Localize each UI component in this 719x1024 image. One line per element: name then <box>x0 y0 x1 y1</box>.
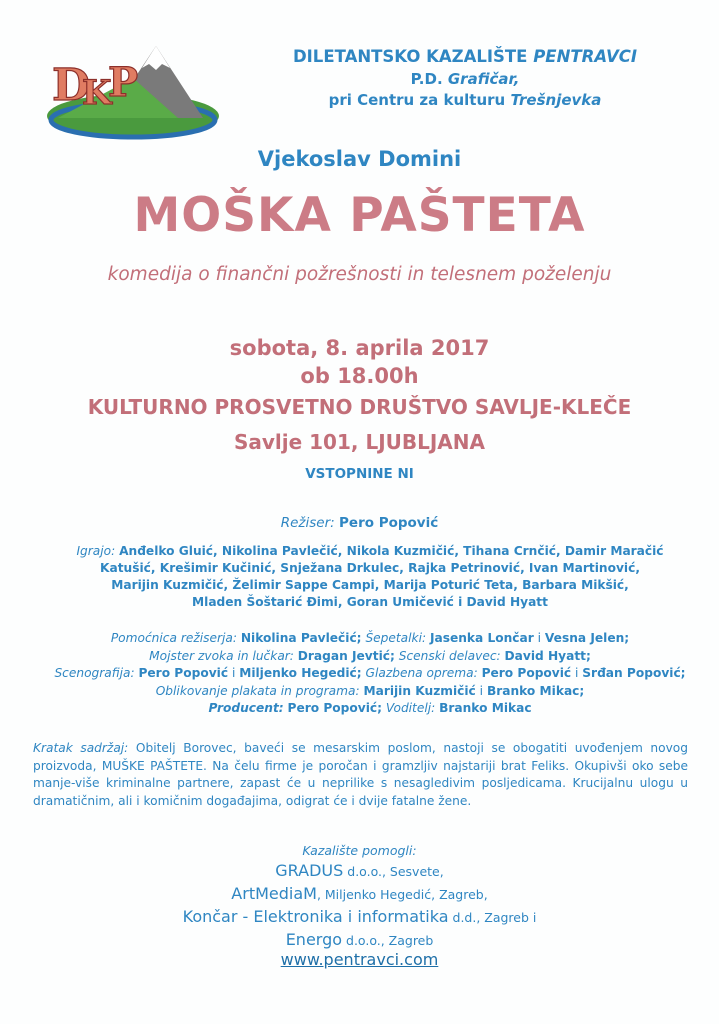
sponsor-2: ArtMediaM, Miljenko Hegedić, Zagreb, <box>231 884 488 903</box>
director-line <box>0 515 719 531</box>
sponsor-4: Energo d.o.o., Zagreb <box>285 930 434 949</box>
sponsors-heading: Kazalište pomogli: <box>302 843 417 858</box>
org-line-1: DILETANTSKO KAZALIŠTE PENTRAVCI <box>292 47 638 66</box>
org-line-2: P.D. Grafičar, <box>410 70 520 88</box>
play-title: MOŠKA PAŠTETA <box>133 188 586 243</box>
sponsors-section <box>0 842 719 952</box>
author-name: Vjekoslav Domini <box>257 147 462 171</box>
entry-free-notice: VSTOPNINE NI <box>305 466 414 482</box>
crew-line-5: Producent: Pero Popović; Voditelj: Branko Mikac <box>208 701 532 715</box>
crew-list <box>30 630 710 718</box>
crew-line-1: Pomoćnica režiserja: Nikolina Pavlečić; Šepetalki: Jasenka Lončar i Vesna Jelen; <box>110 631 630 645</box>
website-link[interactable]: www.pentravci.com <box>280 950 439 969</box>
summary-text: Obitelj Borovec, baveći se mesarskim poslom, nastoji se obogatiti uvođenjem novog proizvoda, MUŠKE PAŠTETE. Na čelu firme je poročan i gramzljiv najstariji brat Feliks. Okupivši oko sebe manje-više kriminalne partnere, zapast će u neprilike s nesagledivim posljedicama. Krucijalnu ulogu u dramatičnim, ali i komičnim događajima, odigrat će i dvije fatalne žene. <box>33 741 688 808</box>
svg-text:D: D <box>52 60 91 111</box>
performance-datetime <box>0 334 719 390</box>
crew-line-4: Oblikovanje plakata in programa: Marijin Kuzmičić i Branko Mikac; <box>155 683 585 698</box>
sponsor-1: GRADUS d.o.o., Sesvete, <box>275 861 444 880</box>
dkp-logo <box>38 38 220 144</box>
svg-text:K: K <box>82 73 112 113</box>
plot-summary <box>33 740 688 810</box>
venue-name: KULTURNO PROSVETNO DRUŠTVO SAVLJE-KLEČE <box>87 395 632 419</box>
sponsor-3: Končar - Elektronika i informatika d.d., Zagreb i <box>182 907 537 926</box>
date-line: sobota, 8. aprila 2017 <box>229 336 490 360</box>
crew-line-2: Mojster zvoka in lučkar: Dragan Jevtić; Scenski delavec: David Hyatt; <box>149 648 591 663</box>
cast-label: Igrajo: <box>76 544 116 558</box>
venue-address: Savlje 101, LJUBLJANA <box>233 430 486 454</box>
organization-header <box>230 45 700 111</box>
play-subtitle: komedija o finančni požrešnosti in telesnem poželenju <box>107 264 612 285</box>
time-line: ob 18.00h <box>300 364 419 388</box>
org-line-3: pri Centru za kulturu Trešnjevka <box>328 91 602 109</box>
crew-line-3: Scenografija: Pero Popović i Miljenko Hegedić; Glazbena oprema: Pero Popović i Srđan Popović; <box>54 666 686 680</box>
cast-list: Igrajo: Anđelko Gluić, Nikolina Pavlečić, Nikola Kuzmičić, Tihana Crnčić, Damir Maračić Katušić, Krešimir Kučinić, Snježana Drkulec, Rajka Petrinović, Ivan Martinović, Marijin Kuzmičić, Želimir Sappe Campi, Marija Poturić Teta, Barbara Mikšić, Mladen Šoštarić Đimi, Goran Umičević i David Hyatt <box>76 544 664 609</box>
svg-text:P: P <box>108 59 139 106</box>
director-label: Režiser: <box>280 515 335 531</box>
summary-label: Kratak sadržaj: <box>33 741 129 755</box>
director-name: Pero Popović <box>339 515 439 531</box>
